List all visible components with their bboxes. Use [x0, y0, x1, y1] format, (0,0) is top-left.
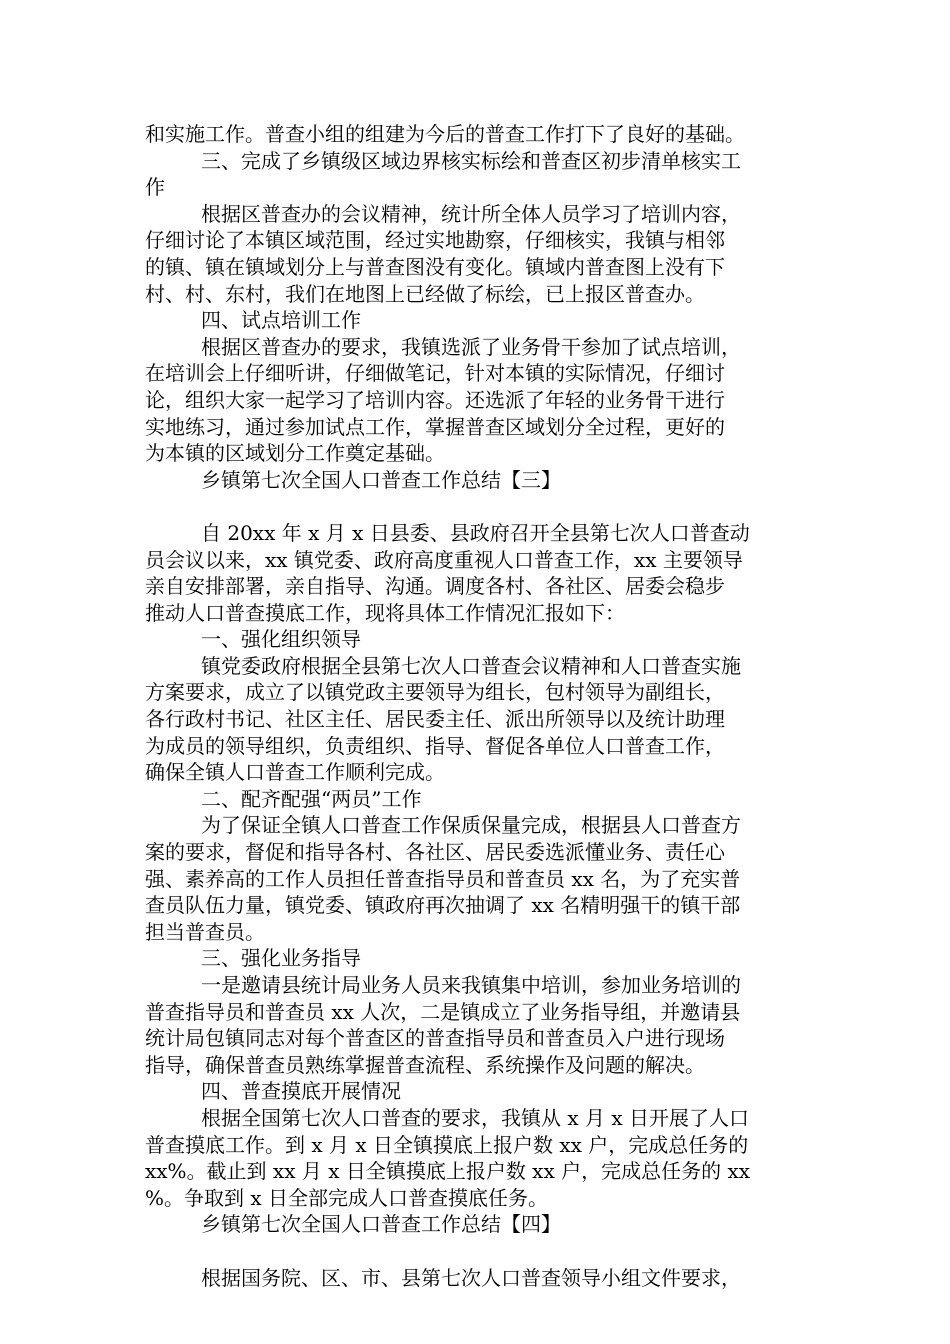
paragraph-line: 根据全国第七次人口普查的要求，我镇从 x 月 x 日开展了人口 — [201, 1105, 749, 1130]
paragraph-line: 论，组织大家一起学习了培训内容。还选派了年轻的业务骨干进行 — [145, 387, 725, 412]
paragraph-line: 方案要求，成立了以镇党政主要领导为组长，包村领导为副组长， — [145, 680, 725, 705]
section-heading: 三、完成了乡镇级区域边界核实标绘和普查区初步清单核实工 — [201, 148, 741, 173]
paragraph-line: 自 20xx 年 x 月 x 日县委、县政府召开全县第七次人口普查动 — [201, 520, 750, 545]
paragraph-line: 查员队伍力量，镇党委、镇政府再次抽调了 xx 名精明强干的镇干部 — [145, 893, 741, 918]
paragraph-line: 村、村、东村，我们在地图上已经做了标绘，已上报区普查办。 — [145, 281, 705, 306]
paragraph-line: 确保全镇人口普查工作顺利完成。 — [145, 760, 445, 785]
paragraph-line: 为成员的领导组织，负责组织、指导、督促各单位人口普查工作， — [145, 733, 725, 758]
paragraph-line: 一是邀请县统计局业务人员来我镇集中培训，参加业务培训的 — [201, 973, 741, 997]
paragraph-line: 实地练习，通过参加试点工作，掌握普查区域划分全过程，更好的 — [145, 414, 725, 439]
paragraph-line: 强、素养高的工作人员担任普查指导员和普查员 xx 名，为了充实普 — [145, 866, 741, 891]
paragraph-line: 各行政村书记、社区主任、居民委主任、派出所领导以及统计助理 — [145, 707, 725, 732]
paragraph-line: 为了保证全镇人口普查工作保质保量完成，根据县人口普查方 — [201, 813, 741, 838]
paragraph-line: 亲自安排部署，亲自指导、沟通。调度各村、各社区、居委会稳步 — [145, 574, 725, 599]
paragraph-line: 指导，确保普查员熟练掌握普查流程、系统操作及问题的解决。 — [145, 1052, 705, 1077]
blank-line — [145, 1238, 809, 1265]
paragraph-line: 案的要求，督促和指导各村、各社区、居民委选派懂业务、责任心 — [145, 840, 725, 865]
paragraph-line: 统计局包镇同志对每个普查区的普查指导员和普查员入户进行现场 — [145, 1026, 725, 1051]
paragraph-line: 员会议以来，xx 镇党委、政府高度重视人口普查工作，xx 主要领导 — [145, 547, 743, 572]
paragraph-line: 担当普查员。 — [145, 919, 265, 944]
section-heading: 二、配齐配强“两员”工作 — [201, 786, 422, 811]
blank-line — [145, 493, 809, 520]
paragraph-line: 根据区普查办的要求，我镇选派了业务骨干参加了试点培训， — [201, 334, 741, 359]
paragraph-line: 在培训会上仔细听讲，仔细做笔记，针对本镇的实际情况，仔细讨 — [145, 361, 725, 386]
paragraph-line: 根据区普查办的会议精神，统计所全体人员学习了培训内容， — [201, 201, 741, 226]
paragraph-line: 的镇、镇在镇域划分上与普查图没有变化。镇域内普查图上没有下 — [145, 254, 725, 279]
section-heading: 四、试点培训工作 — [201, 308, 361, 333]
paragraph-line: 镇党委政府根据全县第七次人口普查会议精神和人口普查实施 — [201, 653, 741, 678]
section-heading: 四、普查摸底开展情况 — [201, 1079, 401, 1104]
document-title: 乡镇第七次全国人口普查工作总结【四】 — [201, 1212, 561, 1237]
paragraph-line: 和实施工作。普查小组的组建为今后的普查工作打下了良好的基础。 — [145, 122, 745, 146]
section-heading: 一、强化组织领导 — [201, 627, 361, 652]
paragraph-line: %。争取到 x 日全部完成人口普查摸底任务。 — [145, 1185, 548, 1210]
paragraph-line: 普查摸底工作。到 x 月 x 日全镇摸底上报户数 xx 户，完成总任务的 — [145, 1132, 749, 1157]
document-title: 乡镇第七次全国人口普查工作总结【三】 — [201, 467, 561, 492]
document-page — [145, 121, 809, 1291]
paragraph-line: xx%。截止到 xx 月 x 日全镇摸底上报户数 xx 户，完成总任务的 xx — [145, 1159, 751, 1184]
section-heading: 三、强化业务指导 — [201, 946, 361, 971]
paragraph-line: 普查指导员和普查员 xx 人次，二是镇成立了业务指导组，并邀请县 — [145, 999, 741, 1024]
section-heading-continuation: 作 — [145, 175, 165, 200]
paragraph-line: 推动人口普查摸底工作，现将具体工作情况汇报如下： — [145, 600, 625, 625]
paragraph-line: 根据国务院、区、市、县第七次人口普查领导小组文件要求， — [201, 1265, 741, 1290]
paragraph-line: 仔细讨论了本镇区域范围，经过实地勘察，仔细核实，我镇与相邻 — [145, 228, 725, 253]
paragraph-line: 为本镇的区域划分工作奠定基础。 — [145, 441, 445, 466]
